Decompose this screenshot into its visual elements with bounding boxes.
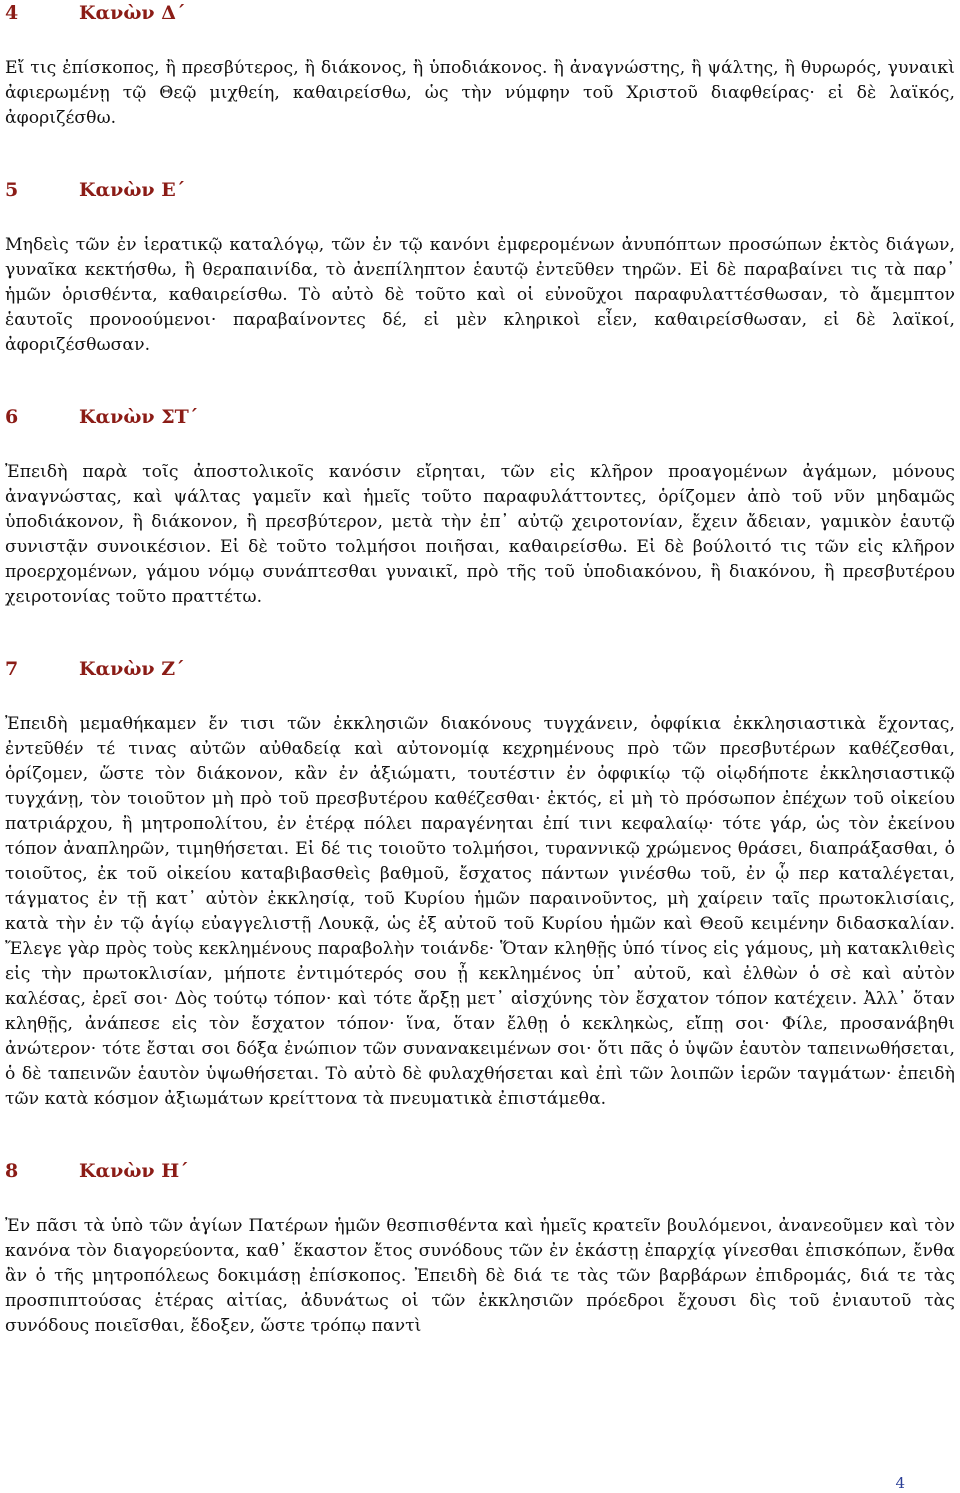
canon-title: Κανὼν ΣΤ´ [79,406,199,428]
canon-heading [5,405,955,429]
canon-heading [5,1,955,25]
canon-title: Κανὼν Δ´ [79,2,186,24]
canon-7 [5,657,955,1112]
canon-text: Εἴ τις ἐπίσκοπος, ἢ πρεσβύτερος, ἢ διάκονος, ἢ ὑποδιάκονος. ἢ ἀναγνώστης, ἢ ψάλτης, ἢ θυρωρός, γυναικὶ ἀφιερωμένῃ τῷ Θεῷ μιχθείη, καθαιρείσθω, ὡς τὴν νύμφην τοῦ Χριστοῦ διαφθείρας· εἰ δὲ λαϊκός, ἀφοριζέσθω. [5,58,955,128]
canon-text: Ἐπειδὴ μεμαθήκαμεν ἔν τισι τῶν ἐκκλησιῶν διακόνους τυγχάνειν, ὀφφίκια ἐκκλησιαστικὰ ἔχοντας, ἐντεῦθέν τέ τινας αὐτῶν αὐθαδείᾳ καὶ αὐτονομίᾳ κεχρημένους πρὸ τῶν πρεσβυτέρων καθέζεσθαι, ὁρίζομεν, ὥστε τὸν διάκονον, κἂν ἐν ἀξιώματι, τουτέστιν ἐν ὀφφικίῳ τῷ οἱῳδήποτε ἐκκλησιαστικῷ τυγχάνῃ, τὸν τοιοῦτον μὴ πρὸ τοῦ πρεσβυτέρου καθέζεσθαι· ἐκτός, εἰ μὴ τὸ πρόσωπον ἐπέχων τοῦ οἰκείου πατριάρχου, ἢ μητροπολίτου, ἐν ἑτέρᾳ πόλει παραγένηται ἐπί τινι κεφαλαίῳ· τότε γάρ, ὡς τὸν ἐκείνου τόπον ἀναπληρῶν, τιμηθήσεται. Εἰ δέ τις τοιοῦτο τολμήσοι, τυραννικῷ χρώμενος θράσει, διαπράξασθαι, ὁ τοιοῦτος, ἐκ τοῦ οἰκείου καταβιβασθεὶς βαθμοῦ, ἔσχατος πάντων γινέσθω τοῦ, ἐν ᾧ περ καταλέγεται, τάγματος ἐν τῇ κατ᾽ αὐτὸν ἐκκλησίᾳ, τοῦ Κυρίου ἡμῶν παραινοῦντος, μὴ χαίρειν ταῖς πρωτοκλισίαις, κατὰ τὴν ἐν τῷ ἁγίῳ εὐαγγελιστῇ Λουκᾷ, ὡς ἐξ αὐτοῦ τοῦ Κυρίου ἡμῶν καὶ Θεοῦ κειμένην διδασκαλίαν. Ἔλεγε γὰρ πρὸς τοὺς κεκλημένους παραβολὴν τοιάνδε· Ὅταν κληθῇς ὑπό τίνος εἰς γάμους, μὴ κατακλιθεὶς εἰς τὴν πρωτοκλισίαν, μήποτε ἐντιμότερός σου ᾖ κεκλημένος ὑπ᾽ αὐτοῦ, καὶ ἐλθὼν ὁ σὲ καὶ αὐτὸν καλέσας, ἐρεῖ σοι· Δὸς τούτῳ τόπον· καὶ τότε ἄρξῃ μετ᾽ αἰσχύνης τὸν ἔσχατον τόπον κατέχειν. Ἀλλ᾽ ὅταν κληθῇς, ἀνάπεσε εἰς τὸν ἔσχατον τόπον· ἵνα, ὅταν ἔλθῃ ὁ κεκληκὼς, εἴπῃ σοι· Φίλε, προσανάβηθι ἀνώτερον· τότε ἔσται σοι δόξα ἐνώπιον τῶν συνανακειμένων σοι· ὅτι πᾶς ὁ ὑψῶν ἑαυτὸν ταπεινωθήσεται, ὁ δὲ ταπεινῶν ἑαυτὸν ὑψωθήσεται. Τὸ αὐτὸ δὲ φυλαχθήσεται καὶ ἐπὶ τῶν λοιπῶν ἱερῶν ταγμάτων· ἐπειδὴ τῶν κατὰ κόσμον ἀξιωμάτων κρείττονα τὰ πνευματικὰ ἐπιστάμεθα. [5,714,955,1109]
canon-heading [5,1159,955,1183]
canon-number: 6 [5,406,19,428]
document-page [5,0,955,1493]
canon-6 [5,405,955,610]
canon-text: Ἐν πᾶσι τὰ ὑπὸ τῶν ἁγίων Πατέρων ἡμῶν θεσπισθέντα καὶ ἡμεῖς κρατεῖν βουλόμενοι, ἀνανεοῦμεν καὶ τὸν κανόνα τὸν διαγορεύοντα, καθ᾽ ἕκαστον ἔτος συνόδους τῶν ἐν ἑκάστῃ ἐπαρχίᾳ γίνεσθαι ἐπισκόπων, ἔνθα ἂν ὁ τῆς μητροπόλεως δοκιμάσῃ ἐπίσκοπος. Ἐπειδὴ δὲ διά τε τὰς τῶν βαρβάρων ἐπιδρομάς, διά τε τὰς προσπιπτούσας ἑτέρας αἰτίας, ἀδυνάτως οἱ τῶν ἐκκλησιῶν πρόεδροι ἔχουσι δὶς τοῦ ἐνιαυτοῦ τὰς συνόδους ποιεῖσθαι, ἔδοξεν, ὥστε τρόπῳ παντὶ [5,1216,955,1336]
canon-heading [5,178,955,202]
canon-5 [5,178,955,358]
canon-4 [5,1,955,131]
canon-heading [5,657,955,681]
canon-text: Ἐπειδὴ παρὰ τοῖς ἀποστολικοῖς κανόσιν εἴρηται, τῶν εἰς κλῆρον προαγομένων ἀγάμων, μόνους ἀναγνώστας, καὶ ψάλτας γαμεῖν καὶ ἡμεῖς τοῦτο παραφυλάττοντες, ὁρίζομεν ἀπὸ τοῦ νῦν μηδαμῶς ὑποδιάκονον, ἢ διάκονον, ἢ πρεσβύτερον, μετὰ τὴν ἐπ᾽ αὐτῷ χειροτονίαν, ἔχειν ἄδειαν, γαμικὸν ἑαυτῷ συνιστᾷν συνοικέσιον. Εἰ δὲ τοῦτο τολμήσοι ποιῆσαι, καθαιρείσθω. Εἰ δὲ βούλοιτό τις τῶν εἰς κλῆρον προερχομένων, γάμου νόμῳ συνάπτεσθαι γυναικῖ, πρὸ τῆς τοῦ ὑποδιακόνου, ἢ διακόνου, ἢ πρεσβυτέρου χειροτονίας τοῦτο πραττέτω. [5,462,955,607]
canon-8 [5,1159,955,1339]
canon-title: Κανὼν Η´ [79,1160,189,1182]
page-number: 4 [895,1474,905,1492]
canon-title: Κανὼν Ε´ [79,179,186,201]
canon-text: Μηδεὶς τῶν ἐν ἱερατικῷ καταλόγῳ, τῶν ἐν τῷ κανόνι ἐμφερομένων ἀνυπόπτων προσώπων ἐκτὸς διάγων, γυναῖκα κεκτήσθω, ἢ θεραπαινίδα, τὸ ἀνεπίληπτον ἑαυτῷ ἐντεῦθεν τηρῶν. Εἰ δὲ παραβαίνει τις τὰ παρ᾽ ἡμῶν ὁρισθέντα, καθαιρείσθω. Τὸ αὐτὸ δὲ τοῦτο καὶ οἱ εὐνοῦχοι παραφυλαττέσθωσαν, τὸ ἄμεμπτον ἑαυτοῖς προνοούμενοι· παραβαίνοντες δέ, εἰ μὲν κληρικοὶ εἶεν, καθαιρείσθωσαν, εἰ δὲ λαϊκοί, ἀφοριζέσθωσαν. [5,235,955,355]
canon-number: 7 [5,658,19,680]
canon-title: Κανὼν Ζ´ [79,658,185,680]
canon-number: 4 [5,2,19,24]
canon-number: 8 [5,1160,19,1182]
canon-number: 5 [5,179,19,201]
